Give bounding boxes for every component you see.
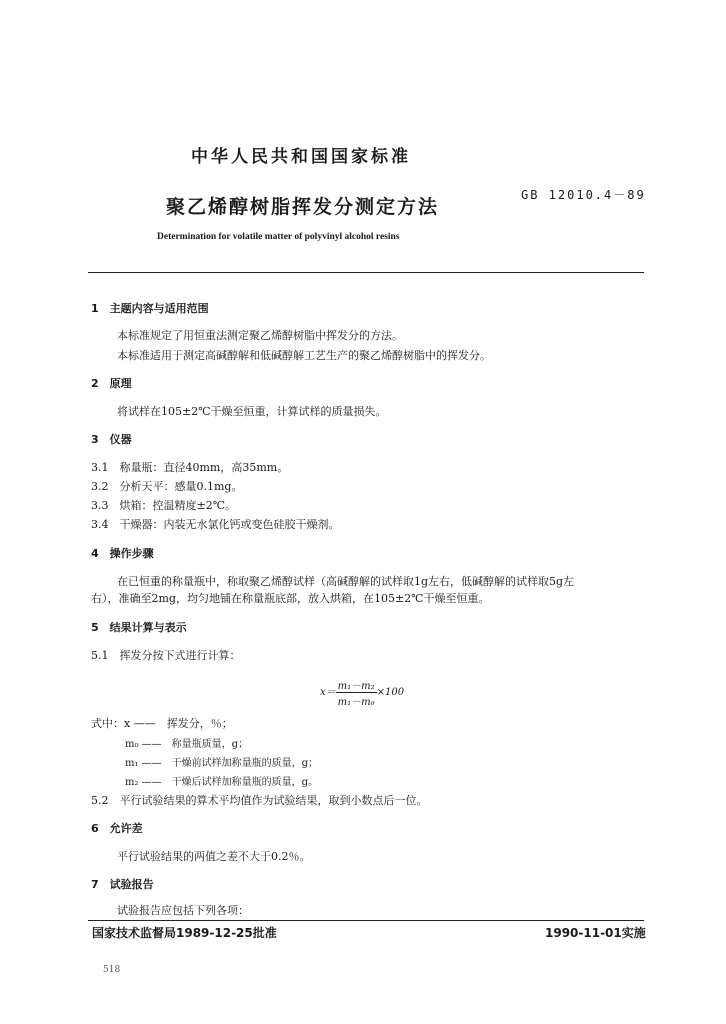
formula-where-m2: m₂ —— 干燥后试样加称量瓶的质量，g。	[125, 777, 319, 788]
section-5-2-text: 5.2 平行试验结果的算术平均值作为试验结果，取到小数点后一位。	[91, 794, 428, 807]
footer-divider	[88, 920, 644, 921]
instrument-item-2: 3.2 分析天平：感量0.1mg。	[91, 480, 243, 493]
approval-note: 国家技术监督局1989-12-25批准	[92, 926, 277, 940]
section-1-paragraph-2: 本标准适用于测定高碱醇解和低碱醇解工艺生产的聚乙烯醇树脂中的挥发分。	[117, 349, 491, 362]
formula-where-m0: m₀ —— 称量瓶质量，g；	[125, 739, 249, 750]
section-7-paragraph: 试验报告应包括下列各项：	[117, 904, 249, 917]
formula-numerator: m₁－m₂	[336, 677, 377, 693]
english-title: Determination for volatile matter of polyvinyl alcohol resins	[157, 232, 400, 242]
header-divider	[88, 272, 644, 273]
formula-where-x: 式中：x —— 挥发分，％；	[91, 717, 233, 730]
section-5-heading: 5 结果计算与表示	[91, 621, 187, 634]
instrument-item-4: 3.4 干燥器：内装无水氯化钙或变色硅胶干燥剂。	[91, 518, 340, 531]
section-6-heading: 6 允许差	[91, 822, 143, 835]
formula-where-m1: m₁ —— 干燥前试样加称量瓶的质量，g；	[125, 758, 319, 769]
section-7-heading: 7 试验报告	[91, 878, 154, 891]
formula-lhs: x＝	[320, 687, 336, 698]
effective-date: 1990-11-01实施	[545, 926, 646, 940]
national-standard-label: 中华人民共和国国家标准	[191, 147, 411, 167]
section-5-1-text: 5.1 挥发分按下式进行计算：	[91, 649, 241, 662]
section-2-paragraph: 将试样在105±2℃干燥至恒重，计算试样的质量损失。	[117, 405, 387, 418]
formula-multiplier: ×100	[376, 687, 405, 698]
page-number: 518	[103, 965, 121, 975]
section-3-heading: 3 仪器	[91, 433, 132, 446]
section-4-heading: 4 操作步骤	[91, 547, 154, 560]
standard-code: GB 12010.4－89	[521, 188, 646, 202]
document-title: 聚乙烯醇树脂挥发分测定方法	[166, 196, 440, 218]
section-1-paragraph-1: 本标准规定了用恒重法测定聚乙烯醇树脂中挥发分的方法。	[117, 329, 403, 342]
section-2-heading: 2 原理	[91, 377, 132, 390]
formula-denominator: m₁－m₀	[337, 697, 375, 708]
formula-fraction	[336, 677, 377, 708]
section-6-paragraph: 平行试验结果的两值之差不大于0.2％。	[117, 850, 311, 863]
instrument-item-3: 3.3 烘箱：控温精度±2℃。	[91, 499, 237, 512]
volatile-formula	[320, 677, 404, 708]
section-4-paragraph-2: 右），准确至2mg，均匀地铺在称量瓶底部，放入烘箱，在105±2℃干燥至恒重。	[91, 592, 490, 605]
section-4-paragraph-1: 在已恒重的称量瓶中，称取聚乙烯醇试样（高碱醇解的试样取1g左右，低碱醇解的试样取5g左	[117, 575, 575, 588]
section-1-heading: 1 主题内容与适用范围	[91, 302, 209, 315]
instrument-item-1: 3.1 称量瓶：直径40mm，高35mm。	[91, 461, 289, 474]
